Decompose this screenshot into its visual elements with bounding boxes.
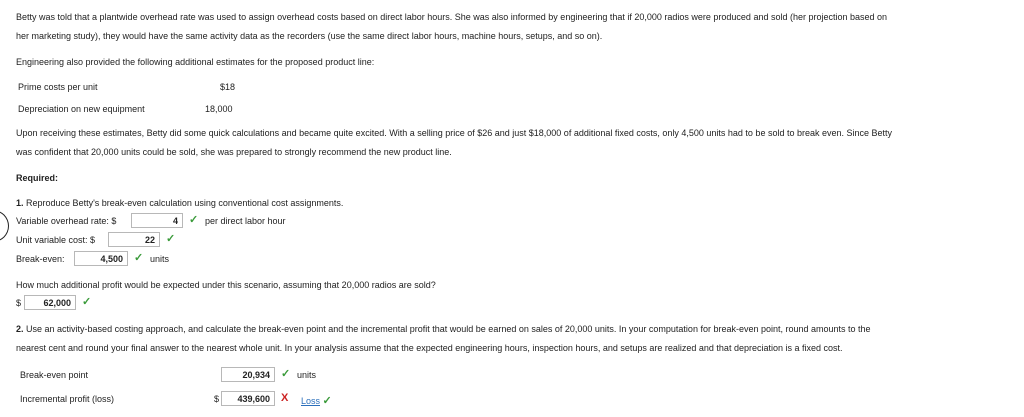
check-icon: ✓	[134, 252, 144, 264]
check-icon: ✓	[322, 395, 332, 407]
break-even-label: Break-even:	[16, 254, 65, 264]
abc-break-even-input[interactable]: 20,934	[221, 367, 275, 382]
engineering-text: Engineering also provided the following additional estimates for the proposed product line:	[16, 57, 375, 67]
unit-variable-cost-label: Unit variable cost: $	[16, 235, 96, 245]
incremental-profit-dollar-sign: $	[214, 394, 220, 404]
abc-break-even-unit: units	[297, 370, 317, 380]
q1-text: Reproduce Betty's break-even calculation using conventional cost assignments.	[26, 198, 344, 208]
intro-line-2: her marketing study), they would have the same activity data as the recorders (use the same direct labor hours, machine hours, setups, and so on).	[16, 31, 603, 41]
upon-line-2: was confident that 20,000 units could be sold, she was prepared to strongly recommend the new product line.	[16, 147, 452, 157]
variable-overhead-label: Variable overhead rate: $	[16, 216, 117, 226]
check-icon: ✓	[166, 233, 176, 245]
check-icon: ✓	[82, 296, 92, 308]
estimate-label-depreciation: Depreciation on new equipment	[18, 104, 145, 114]
check-icon: ✓	[281, 368, 291, 380]
incremental-profit-input[interactable]: 439,600	[221, 391, 275, 406]
estimate-value-depreciation: 18,000	[205, 104, 233, 114]
profit-loss-select-value[interactable]: Loss	[301, 396, 321, 406]
q2-line-1	[16, 324, 871, 334]
profit-loss-select[interactable]	[301, 394, 332, 407]
upon-line-1: Upon receiving these estimates, Betty did some quick calculations and became quite excited. With a selling price of $26 and just $18,000 of additional fixed costs, only 4,500 units had to be sold to break even. Since Betty	[16, 128, 893, 138]
variable-overhead-unit: per direct labor hour	[205, 216, 286, 226]
q2-number: 2.	[16, 324, 24, 334]
additional-profit-input[interactable]: 62,000	[24, 295, 76, 310]
variable-overhead-input[interactable]: 4	[131, 213, 183, 228]
q2-text: Use an activity-based costing approach, and calculate the break-even point and the incremental profit that would be earned on sales of 20,000 units. In your computation for break-even point, round amounts to the	[26, 324, 871, 334]
estimate-value-prime-costs: $18	[220, 82, 236, 92]
question-marker	[0, 210, 9, 242]
q2-line-2: nearest cent and round your final answer to the nearest whole unit. In your analysis assume that the expected engineering hours, inspection hours, and setups are realized and that depreciation is a fixed cost.	[16, 343, 843, 353]
profit-question: How much additional profit would be expected under this scenario, assuming that 20,000 radios are sold?	[16, 280, 436, 290]
estimate-label-prime-costs: Prime costs per unit	[18, 82, 98, 92]
unit-variable-cost-input[interactable]: 22	[108, 232, 160, 247]
break-even-unit: units	[150, 254, 170, 264]
check-icon: ✓	[189, 214, 199, 226]
abc-break-even-label: Break-even point	[20, 370, 89, 380]
intro-line-1: Betty was told that a plantwide overhead rate was used to assign overhead costs based on direct labor hours. She was also informed by engineering that if 20,000 radios were produced and sold (her projection based on	[16, 12, 888, 22]
required-label: Required:	[16, 173, 59, 183]
profit-dollar-sign: $	[16, 298, 22, 308]
cross-icon: X	[281, 392, 289, 404]
q1-prompt	[16, 198, 343, 208]
q1-number: 1.	[16, 198, 24, 208]
incremental-profit-label: Incremental profit (loss)	[20, 394, 115, 404]
break-even-input[interactable]: 4,500	[74, 251, 128, 266]
